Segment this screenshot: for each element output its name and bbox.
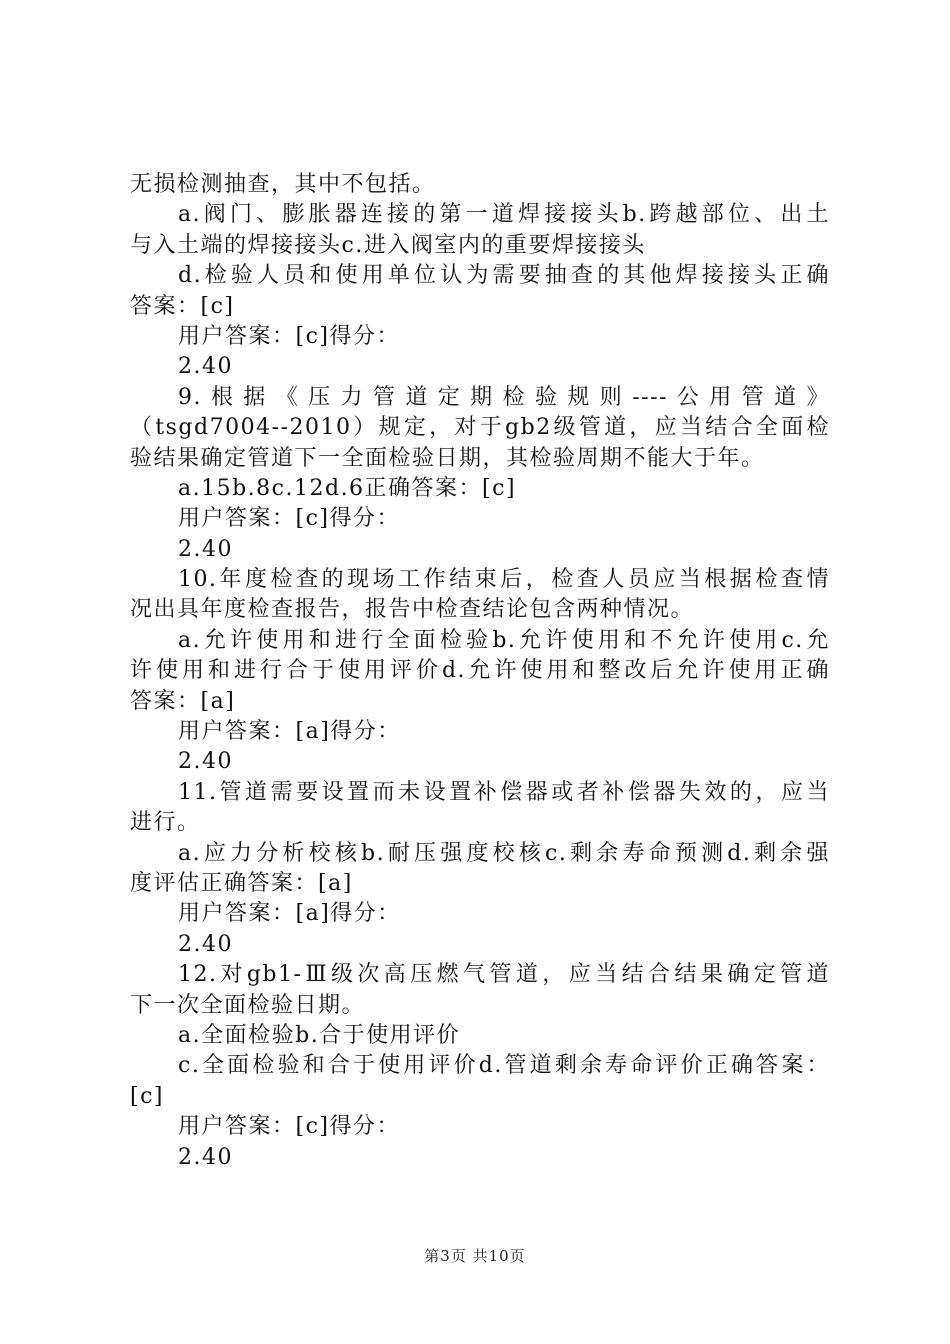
option-line: a.应力分析校核b.耐压强度校核c.剩余寿命预测d.剩余强 — [178, 840, 830, 866]
text-line: 况出具年度检查报告，报告中检查结论包含两种情况。 — [130, 597, 695, 623]
text-line: 无损检测抽查，其中不包括。 — [130, 172, 436, 197]
text-line: （tsgd7004--2010）规定，对于gb2级管道，应当结合全面检 — [130, 415, 830, 441]
user-answer: 用户答案：[c]得分： — [178, 1114, 400, 1140]
option-line: a.全面检验b.合于使用评价 — [178, 1022, 461, 1048]
option-line: a.15b.8c.12d.6正确答案：[c] — [178, 475, 517, 501]
correct-answer: 度评估正确答案：[a] — [130, 870, 353, 896]
text-line: 许使用和进行合于使用评价d.允许使用和整改后允许使用正确 — [130, 658, 830, 684]
option-line: c.全面检验和合于使用评价d.管道剩余寿命评价正确答案： — [178, 1053, 830, 1079]
score-value: 2.40 — [178, 931, 233, 957]
score-value: 2.40 — [178, 749, 233, 775]
text-line: 进行。 — [130, 810, 201, 836]
option-line: d.检验人员和使用单位认为需要抽查的其他焊接接头正确 — [178, 263, 830, 289]
score-value: 2.40 — [178, 354, 233, 380]
correct-answer: 答案：[c] — [130, 293, 235, 319]
user-answer: 用户答案：[a]得分： — [178, 901, 401, 927]
text-line: 下一次全面检验日期。 — [130, 992, 366, 1018]
score-value: 2.40 — [178, 1144, 233, 1170]
correct-answer: 答案：[a] — [130, 688, 236, 714]
user-answer: 用户答案：[c]得分： — [178, 506, 400, 532]
option-line: a.阀门、膨胀器连接的第一道焊接接头b.跨越部位、出土 — [178, 202, 830, 228]
user-answer: 用户答案：[c]得分： — [178, 323, 400, 349]
score-value: 2.40 — [178, 536, 233, 562]
option-line: a.允许使用和进行全面检验b.允许使用和不允许使用c.允 — [178, 627, 830, 653]
question-9: 9.根据《压力管道定期检验规则----公用管道》 — [178, 384, 830, 410]
page-footer: 第3页 共10页 — [424, 1247, 526, 1265]
question-12: 12.对gb1-Ⅲ级次高压燃气管道，应当结合结果确定管道 — [178, 962, 830, 988]
text-line: 与入土端的焊接接头c.进入阀室内的重要焊接接头 — [130, 232, 646, 258]
document-body — [130, 170, 830, 1173]
text-line: 验结果确定管道下一全面检验日期，其检验周期不能大于年。 — [130, 445, 765, 471]
user-answer: 用户答案：[a]得分： — [178, 719, 401, 745]
question-11: 11.管道需要设置而未设置补偿器或者补偿器失效的，应当 — [178, 779, 830, 805]
correct-answer: [c] — [130, 1083, 164, 1109]
question-10: 10.年度检查的现场工作结束后，检查人员应当根据检查情 — [178, 567, 830, 593]
